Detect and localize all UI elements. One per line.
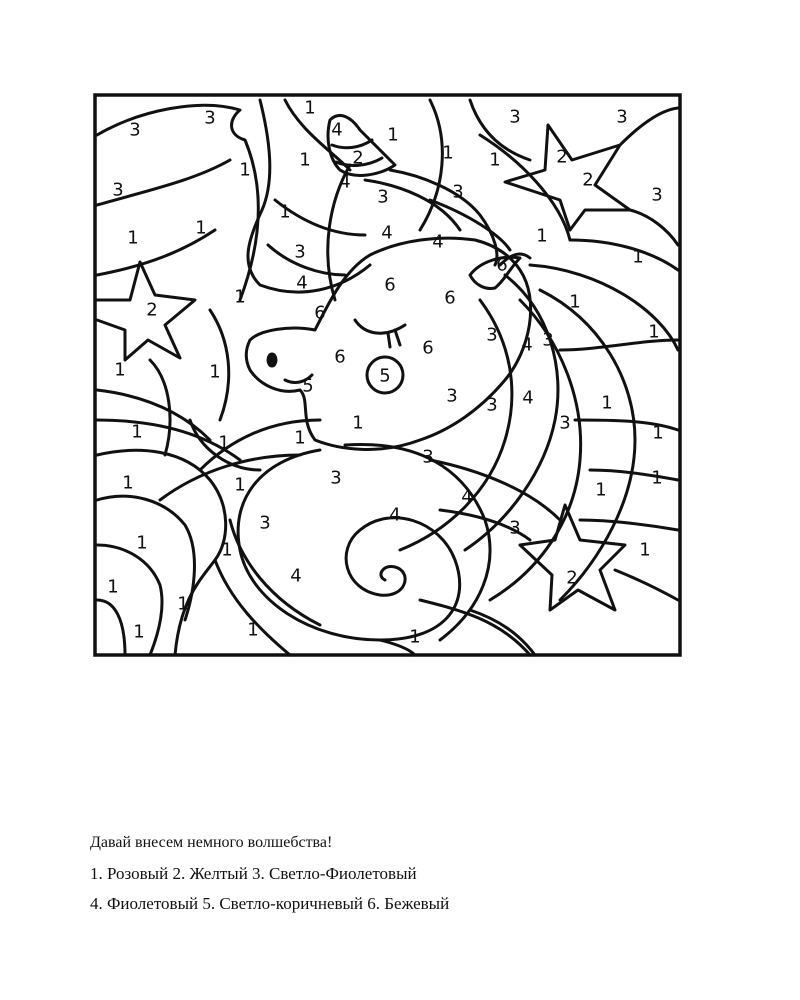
region-number: 1	[133, 621, 145, 643]
region-number: 5	[302, 375, 314, 397]
region-number: 1	[136, 532, 148, 554]
region-number: 1	[442, 142, 454, 164]
region-number: 6	[384, 274, 396, 296]
region-number: 2	[556, 146, 568, 168]
region-number: 3	[330, 467, 342, 489]
region-number: 3	[112, 179, 124, 201]
region-number: 1	[122, 472, 134, 494]
region-number: 1	[632, 246, 644, 268]
caption-title: Давай внесем немного волшебства!	[90, 834, 333, 851]
region-number: 3	[294, 241, 306, 263]
region-number: 1	[279, 201, 291, 223]
region-number: 4	[521, 334, 533, 356]
region-number: 1	[234, 474, 246, 496]
region-number: 3	[422, 446, 434, 468]
region-number: 2	[566, 567, 578, 589]
region-number: 3	[486, 324, 498, 346]
region-number: 1	[648, 321, 660, 343]
region-number: 3	[616, 106, 628, 128]
unicorn-eye	[355, 320, 405, 333]
region-number: 4	[296, 272, 308, 294]
region-number: 1	[131, 421, 143, 443]
region-number: 4	[331, 119, 343, 141]
region-number: 2	[146, 299, 158, 321]
region-number: 1	[639, 539, 651, 561]
region-number: 5	[379, 365, 391, 387]
region-number: 1	[294, 427, 306, 449]
region-number: 3	[452, 181, 464, 203]
region-number: 3	[542, 329, 554, 351]
region-numbers	[107, 98, 663, 648]
region-number: 4	[389, 504, 401, 526]
region-number: 1	[247, 619, 259, 641]
region-number: 3	[486, 394, 498, 416]
region-number: 3	[509, 106, 521, 128]
region-number: 1	[352, 412, 364, 434]
region-number: 1	[127, 227, 139, 249]
region-number: 4	[339, 171, 351, 193]
star-top-right	[505, 125, 630, 230]
region-number: 1	[209, 361, 221, 383]
tail-spiral	[238, 450, 460, 640]
region-number: 3	[559, 412, 571, 434]
region-number: 3	[509, 517, 521, 539]
color-key-line-2: 4. Фиолетовый 5. Светло-коричневый 6. Бежевый	[90, 894, 450, 913]
region-number: 6	[496, 254, 508, 276]
region-number: 3	[377, 186, 389, 208]
region-number: 1	[239, 159, 251, 181]
region-number: 4	[522, 387, 534, 409]
region-number: 1	[595, 479, 607, 501]
region-number: 1	[536, 225, 548, 247]
region-number: 1	[601, 392, 613, 414]
region-number: 1	[569, 291, 581, 313]
region-number: 1	[221, 539, 233, 561]
region-number: 1	[114, 359, 126, 381]
region-number: 4	[461, 486, 473, 508]
region-number: 6	[334, 346, 346, 368]
color-key-line-1: 1. Розовый 2. Желтый 3. Светло-Фиолетовый	[90, 864, 417, 883]
region-number: 1	[234, 286, 246, 308]
region-number: 1	[651, 467, 663, 489]
region-number: 2	[352, 147, 364, 169]
region-number: 3	[651, 184, 663, 206]
region-number: 1	[107, 576, 119, 598]
region-number: 1	[304, 97, 316, 119]
region-number: 4	[432, 231, 444, 253]
region-number: 6	[444, 287, 456, 309]
region-number: 3	[204, 107, 216, 129]
region-number: 1	[195, 217, 207, 239]
region-number: 2	[582, 169, 594, 191]
region-number: 4	[381, 222, 393, 244]
region-number: 1	[177, 593, 189, 615]
region-number: 1	[387, 124, 399, 146]
region-number: 1	[299, 149, 311, 171]
region-number: 6	[314, 302, 326, 324]
region-number: 4	[290, 565, 302, 587]
region-number: 1	[489, 149, 501, 171]
region-number: 1	[652, 422, 664, 444]
region-number: 6	[422, 337, 434, 359]
region-number: 1	[409, 626, 421, 648]
region-number: 3	[129, 119, 141, 141]
region-number: 3	[259, 512, 271, 534]
region-number: 3	[446, 385, 458, 407]
unicorn-nostril	[268, 354, 276, 366]
region-number: 1	[218, 432, 230, 454]
